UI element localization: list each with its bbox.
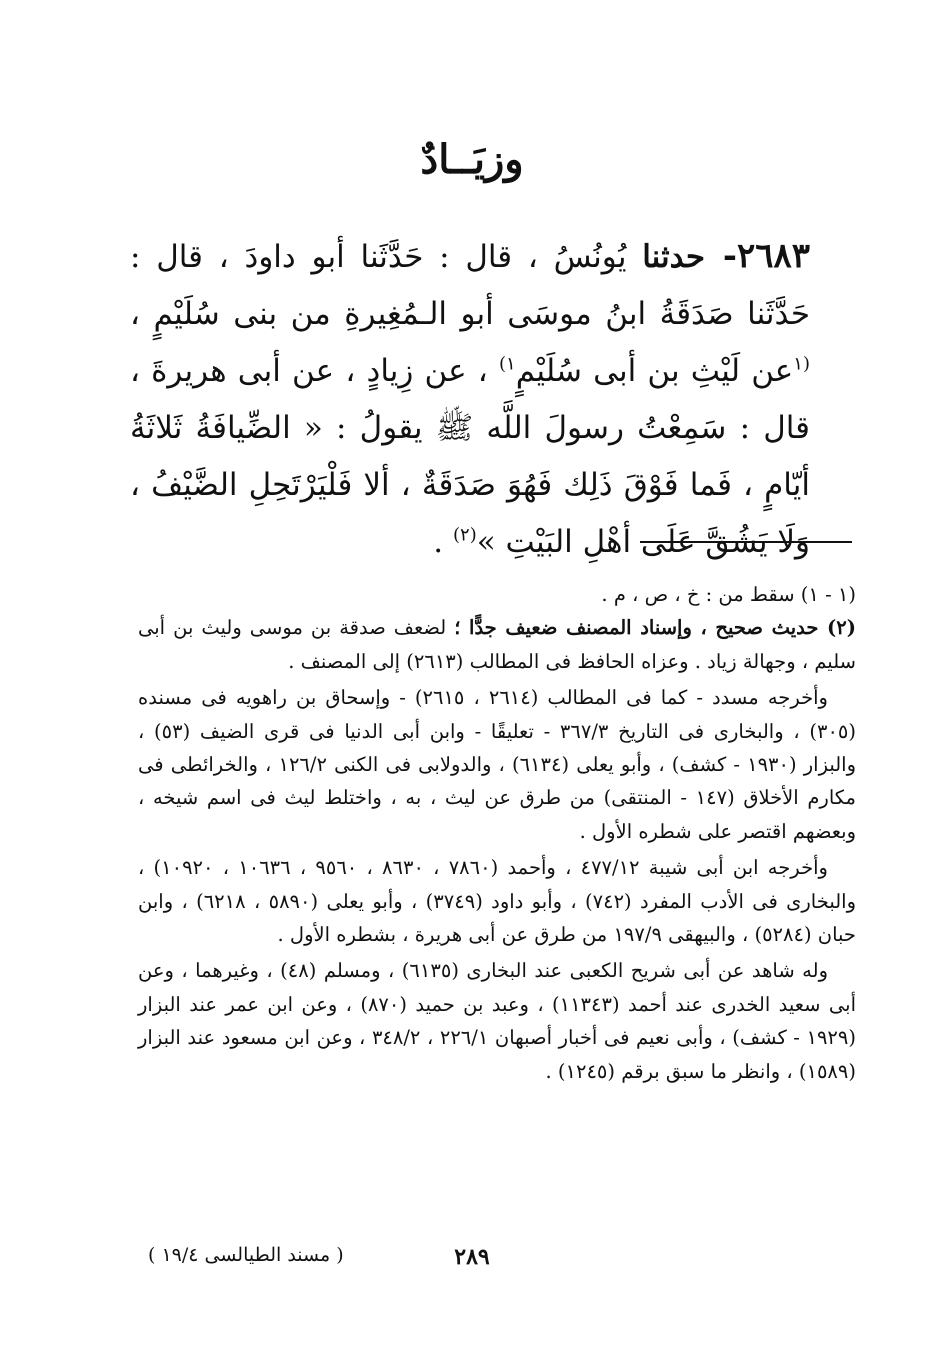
hadith-number: ٢٦٨٣ — [736, 236, 810, 276]
footnotes — [138, 578, 856, 1088]
footnote-1: (١ - ١) سقط من : خ ، ص ، م . — [601, 583, 856, 606]
footnote-divider — [640, 541, 852, 543]
hadith-part-3: ، عن زِيادٍ ، عن أبى هريرةَ ، قال : سَمِعْتُ رسولَ اللَّه ﷺ يقولُ : « الضِّيافَةُ ثَلاثَةُ أيّامٍ ، فَما فَوْقَ ذَلِك فَهُوَ صَدَقَةٌ ، ألا فَلْيَرْتَحِلِ الضَّيْفُ ، وَلَا يَشُقَّ عَلَى أهْلِ البَيْتِ » — [130, 353, 810, 560]
hadith-part-2: عن لَيْثِ بن أبى سُلَيْمٍ — [515, 353, 794, 389]
hadith-dash: - — [705, 236, 737, 276]
hadith-lead: حدثنا — [642, 239, 706, 275]
footnote-2 — [138, 611, 856, 678]
section-title: وزيَــادٌ — [420, 136, 524, 183]
footnote-paragraph-3: وأخرجه ابن أبى شيبة ٤٧٧/١٢ ، وأحمد (٧٨٦٠ ، ٨٦٣٠ ، ٩٥٦٠ ، ١٠٦٣٦ ، ١٠٩٢٠) ، والبخارى فى الأدب المفرد (٧٤٢) ، وأبو داود (٣٧٤٩) ، وأبو يعلى (٥٨٩٠ ، ٦٢١٨) ، وابن حبان (٥٢٨٤) ، والبيهقى ١٩٧/٩ من طرق عن أبى هريرة ، بشطره الأول . — [138, 856, 856, 947]
footnote-2-label: (٢) حديث صحيح ، وإسناد المصنف ضعيف جدًّا ؛ — [454, 616, 856, 640]
volume-reference: ( مسند الطيالسى ١٩/٤ ) — [148, 1244, 344, 1266]
footnote-marker-1-open: (١ — [793, 353, 810, 375]
footnote-2-text: لضعف صدقة بن موسى وليث بن أبى سليم ، وجهالة زياد . وعزاه الحافظ فى المطالب (٢٦١٣) إلى المصنف . — [138, 616, 856, 673]
footnote-marker-1-close: ١) — [499, 353, 516, 375]
hadith-text — [130, 228, 810, 571]
footnote-paragraph-4: وله شاهد عن أبى شريح الكعبى عند البخارى (٦١٣٥) ، ومسلم (٤٨) ، وغيرهما ، وعن أبى سعيد الخدرى عند أحمد (١١٣٤٣) ، وعبد بن حميد (٨٧٠) ، وعن ابن عمر عند البزار (١٩٢٩ - كشف) ، وأبى نعيم فى أخبار أصبهان ٢٢٦/١ ، ٣٤٨/٢ ، وعن ابن مسعود عند البزار (١٥٨٩) ، وانظر ما سبق برقم (١٢٤٥) . — [138, 959, 856, 1083]
footnote-marker-2: (٢) — [453, 524, 477, 546]
page-number: ٢٨٩ — [454, 1244, 490, 1270]
hadith-part-1: يُونُسُ ، قال : حَدَّثَنا أبو داودَ ، قال : حَدَّثَنا صَدَقَةُ ابنُ موسَى أبو الـمُغِيرةِ من بنى سُلَيْمٍ ، — [130, 239, 810, 332]
hadith-end: . — [433, 524, 453, 560]
footnote-paragraph-2: وأخرجه مسدد - كما فى المطالب (٢٦١٤ ، ٢٦١٥) - وإسحاق بن راهويه فى مسنده (٣٠٥) ، والبخارى فى التاريخ ٣٦٧/٣ - تعليقًا - وابن أبى الدنيا فى قرى الضيف (٥٣) ، والبزار (١٩٣٠ - كشف) ، وأبو يعلى (٦١٣٤) ، والدولابى فى الكنى ١٢٦/٢ ، والخرائطى فى مكارم الأخلاق (١٤٧ - المنتقى) من طرق عن ليث ، به ، واختلط ليث فى اسم شيخه ، وبعضهم اقتصر على شطره الأول . — [138, 686, 857, 843]
